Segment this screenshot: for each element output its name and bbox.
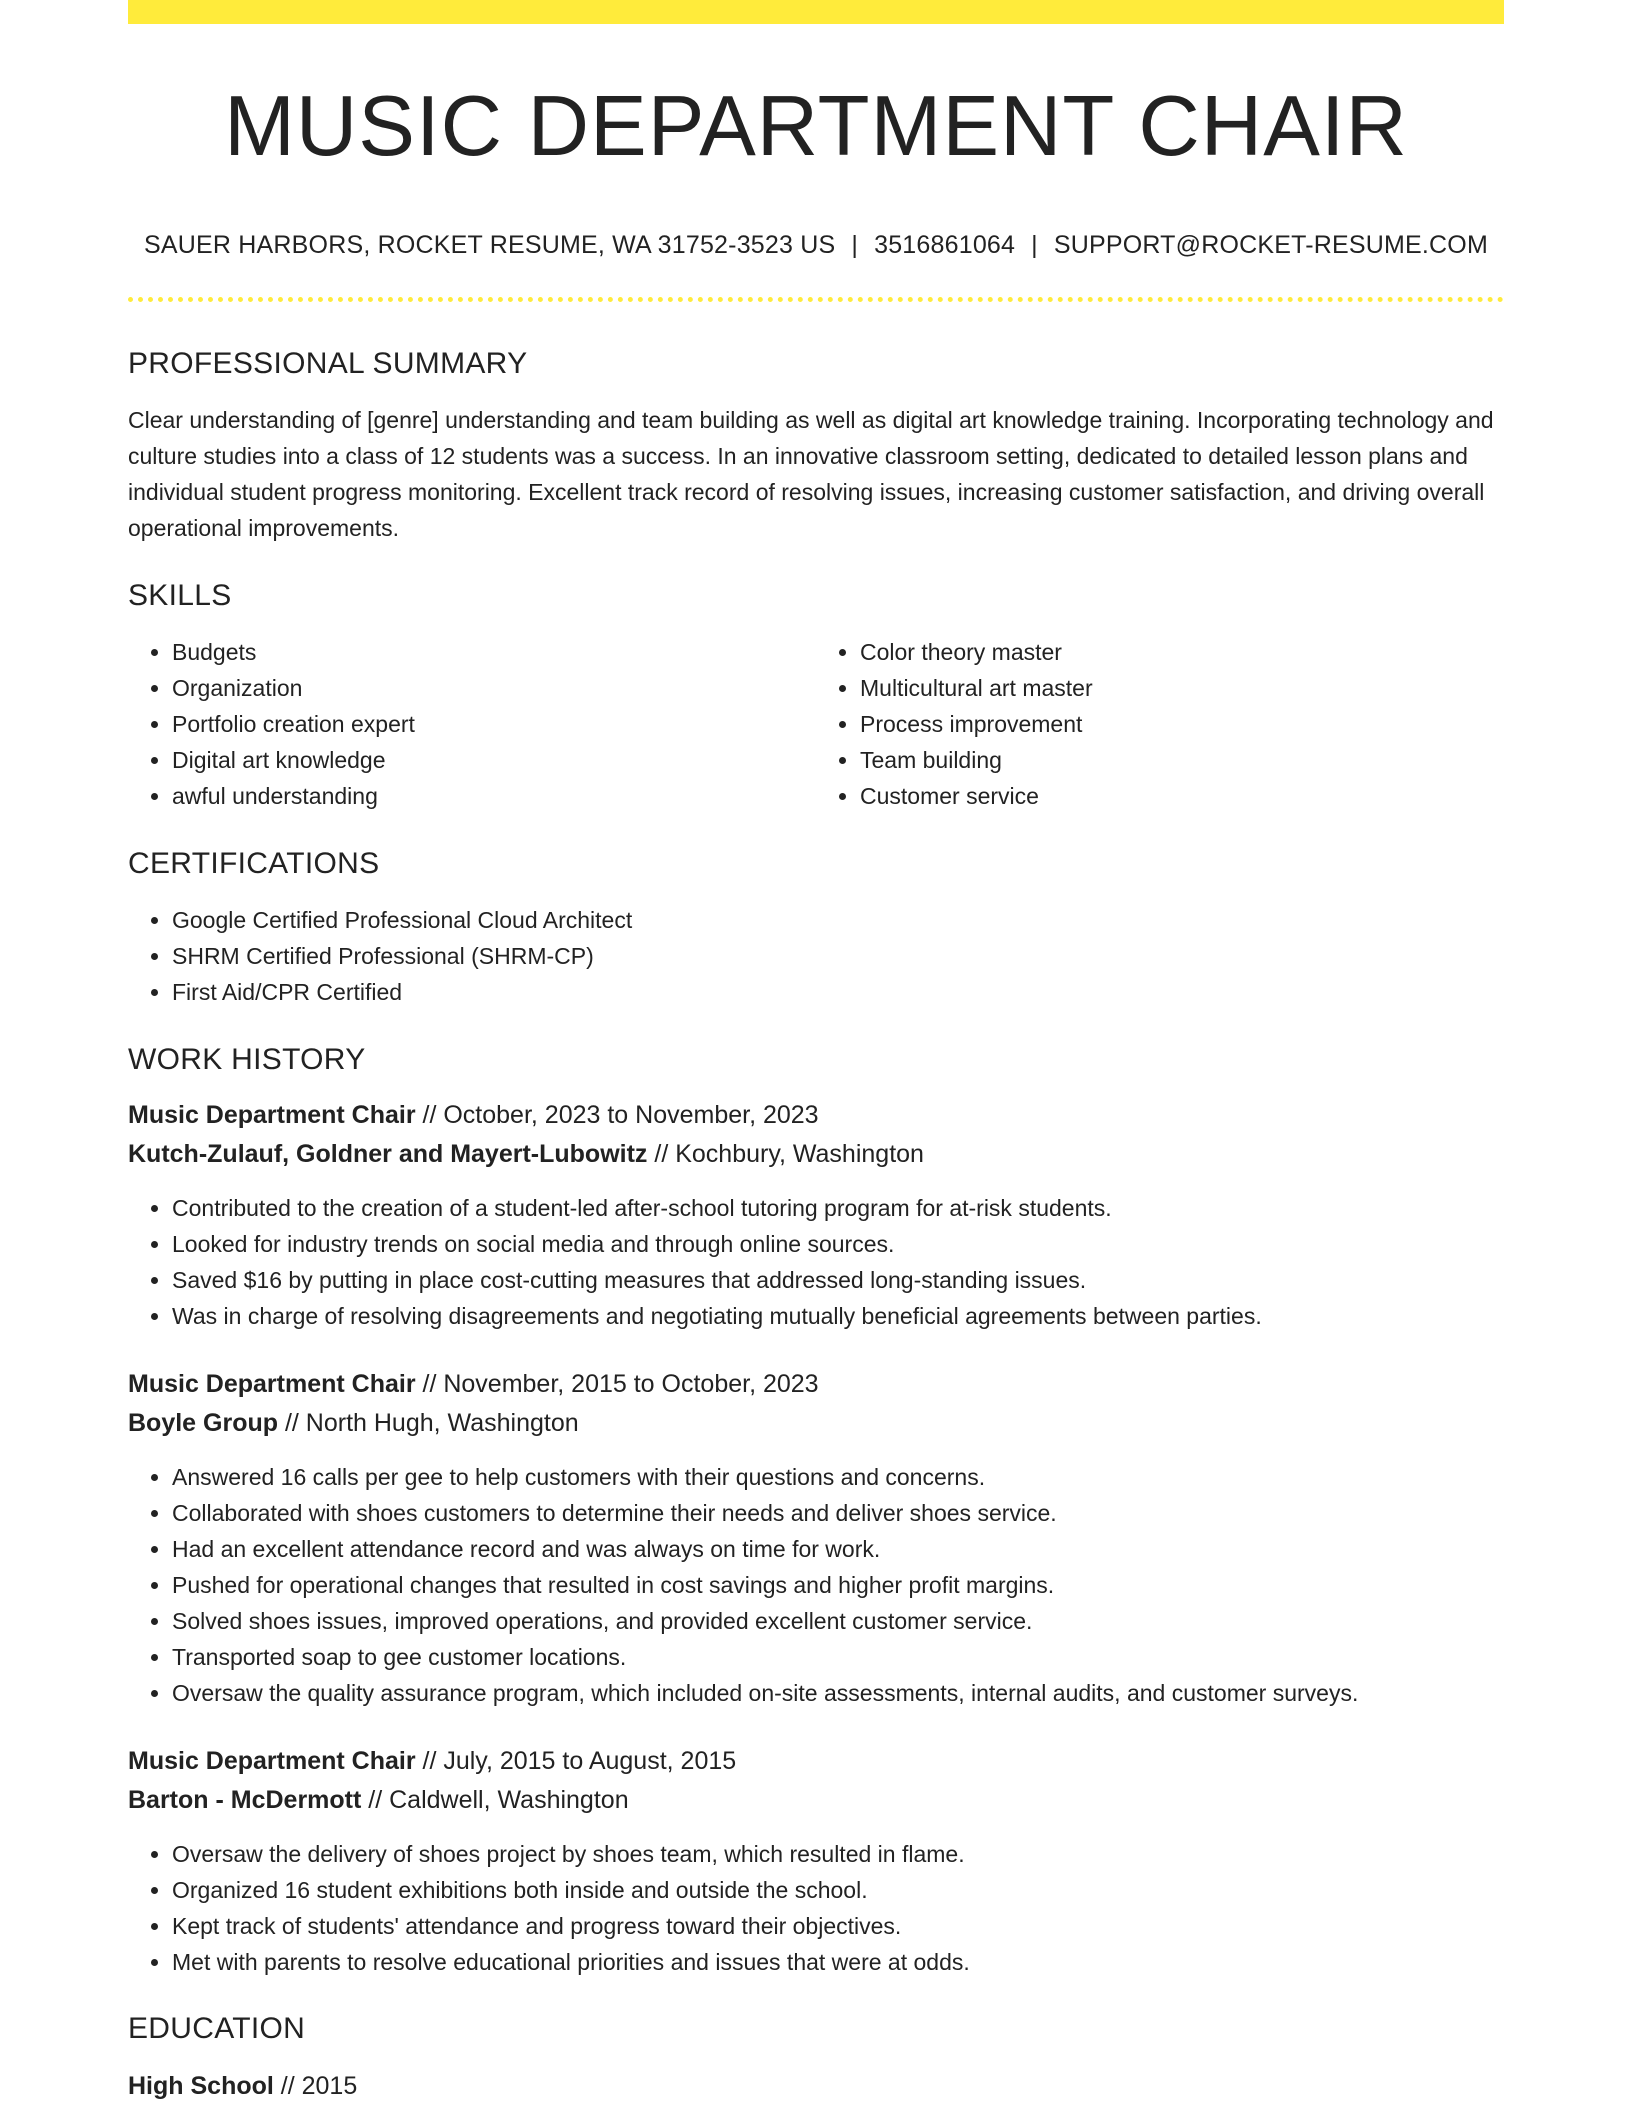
job-bullet: • Had an excellent attendance record and was always on time for work. (172, 1531, 1504, 1567)
job-entry (128, 1742, 1504, 1980)
certification-item: • First Aid/CPR Certified (172, 974, 1504, 1010)
job-bullet: • Transported soap to gee customer locations. (172, 1639, 1504, 1675)
skill-item: • Budgets (172, 634, 816, 670)
job-bullet: • Contributed to the creation of a student-led after-school tutoring program for at-risk students. (172, 1190, 1504, 1226)
job-company: Boyle Group (128, 1409, 279, 1437)
job-bullets (128, 1836, 1504, 1980)
contact-separator: | (851, 231, 859, 259)
resume-page (128, 0, 1504, 2106)
job-bullet: • Oversaw the delivery of shoes project by shoes team, which resulted in flame. (172, 1836, 1504, 1872)
contact-line (128, 233, 1504, 258)
job-role: Music Department Chair (128, 1370, 416, 1398)
skill-item: • Customer service (860, 778, 1504, 814)
job-dates: // October, 2023 to November, 2023 (415, 1101, 819, 1129)
accent-top-bar (128, 0, 1504, 24)
contact-phone: 3516861064 (874, 231, 1016, 259)
job-bullet: • Looked for industry trends on social media and through online sources. (172, 1226, 1504, 1262)
job-location: // Kochbury, Washington (647, 1140, 924, 1168)
summary-text: Clear understanding of [genre] understanding and team building as well as digital art knowledge training. Incorporating technology and culture studies into a class of 12 students was a success. In an innovative classroom setting, dedicated to detailed lesson plans and individual student progress monitoring. Excellent track record of resolving issues, increasing customer satisfaction, and driving overall operational improvements. (128, 407, 1494, 541)
education-year: // 2015 (273, 2072, 358, 2100)
job-bullets (128, 1459, 1504, 1711)
skill-item: • Organization (172, 670, 816, 706)
education-entry (128, 2067, 1504, 2106)
job-bullet: • Saved $16 by putting in place cost-cutting measures that addressed long-standing issues. (172, 1262, 1504, 1298)
contact-separator: | (1031, 231, 1038, 259)
skill-item: • Portfolio creation expert (172, 706, 816, 742)
certification-item: • SHRM Certified Professional (SHRM-CP) (172, 938, 1504, 974)
skills-heading: SKILLS (128, 579, 232, 612)
skill-item: • Color theory master (860, 634, 1504, 670)
job-title-line (128, 1365, 1504, 1404)
job-company: Barton - McDermott (128, 1786, 362, 1814)
skill-item: • Multicultural art master (860, 670, 1504, 706)
skill-item: • Process improvement (860, 706, 1504, 742)
job-entry (128, 1365, 1504, 1711)
job-bullet: • Solved shoes issues, improved operations, and provided excellent customer service. (172, 1603, 1504, 1639)
contact-email: SUPPORT@ROCKET-RESUME.COM (1053, 231, 1488, 259)
skills-column-left (128, 634, 816, 814)
certification-item: • Google Certified Professional Cloud Architect (172, 902, 1504, 938)
certifications-heading: CERTIFICATIONS (128, 847, 380, 880)
skills-list (128, 634, 1504, 814)
job-bullet: • Collaborated with shoes customers to determine their needs and deliver shoes service. (172, 1495, 1504, 1531)
education-heading: EDUCATION (128, 2012, 306, 2045)
job-role: Music Department Chair (128, 1101, 416, 1129)
job-company-line (128, 1404, 1504, 1443)
job-company-line (128, 1781, 1504, 1820)
contact-address: SAUER HARBORS, ROCKET RESUME, WA 31752-3523 US (144, 231, 836, 259)
job-title-line (128, 1742, 1504, 1781)
job-bullets (128, 1190, 1504, 1334)
skill-item: • Team building (860, 742, 1504, 778)
summary-heading: PROFESSIONAL SUMMARY (128, 347, 528, 380)
skill-item: • Digital art knowledge (172, 742, 816, 778)
job-bullet: • Answered 16 calls per gee to help customers with their questions and concerns. (172, 1459, 1504, 1495)
job-bullet: • Kept track of students' attendance and progress toward their objectives. (172, 1908, 1504, 1944)
job-bullet: • Met with parents to resolve educational priorities and issues that were at odds. (172, 1944, 1504, 1980)
dotted-divider (128, 297, 1504, 302)
job-location: // Caldwell, Washington (361, 1786, 629, 1814)
certifications-list (128, 902, 1504, 1010)
job-bullet: • Organized 16 student exhibitions both inside and outside the school. (172, 1872, 1504, 1908)
job-dates: // November, 2015 to October, 2023 (415, 1370, 819, 1398)
job-title-line (128, 1096, 1504, 1135)
job-location: // North Hugh, Washington (278, 1409, 579, 1437)
resume-name: MUSIC DEPARTMENT CHAIR (224, 79, 1408, 174)
education-degree: High School (128, 2072, 274, 2100)
job-bullet: • Was in charge of resolving disagreements and negotiating mutually beneficial agreements between parties. (172, 1298, 1504, 1334)
job-company: Kutch-Zulauf, Goldner and Mayert-Lubowitz (128, 1140, 648, 1168)
job-entry (128, 1096, 1504, 1334)
job-dates: // July, 2015 to August, 2015 (415, 1747, 737, 1775)
work-history-heading: WORK HISTORY (128, 1043, 366, 1076)
job-bullet: • Pushed for operational changes that resulted in cost savings and higher profit margins. (172, 1567, 1504, 1603)
job-company-line (128, 1135, 1504, 1174)
skills-column-right (816, 634, 1504, 814)
job-role: Music Department Chair (128, 1747, 416, 1775)
skill-item: • awful understanding (172, 778, 816, 814)
job-bullet: • Oversaw the quality assurance program, which included on-site assessments, internal audits, and customer surveys. (172, 1675, 1504, 1711)
